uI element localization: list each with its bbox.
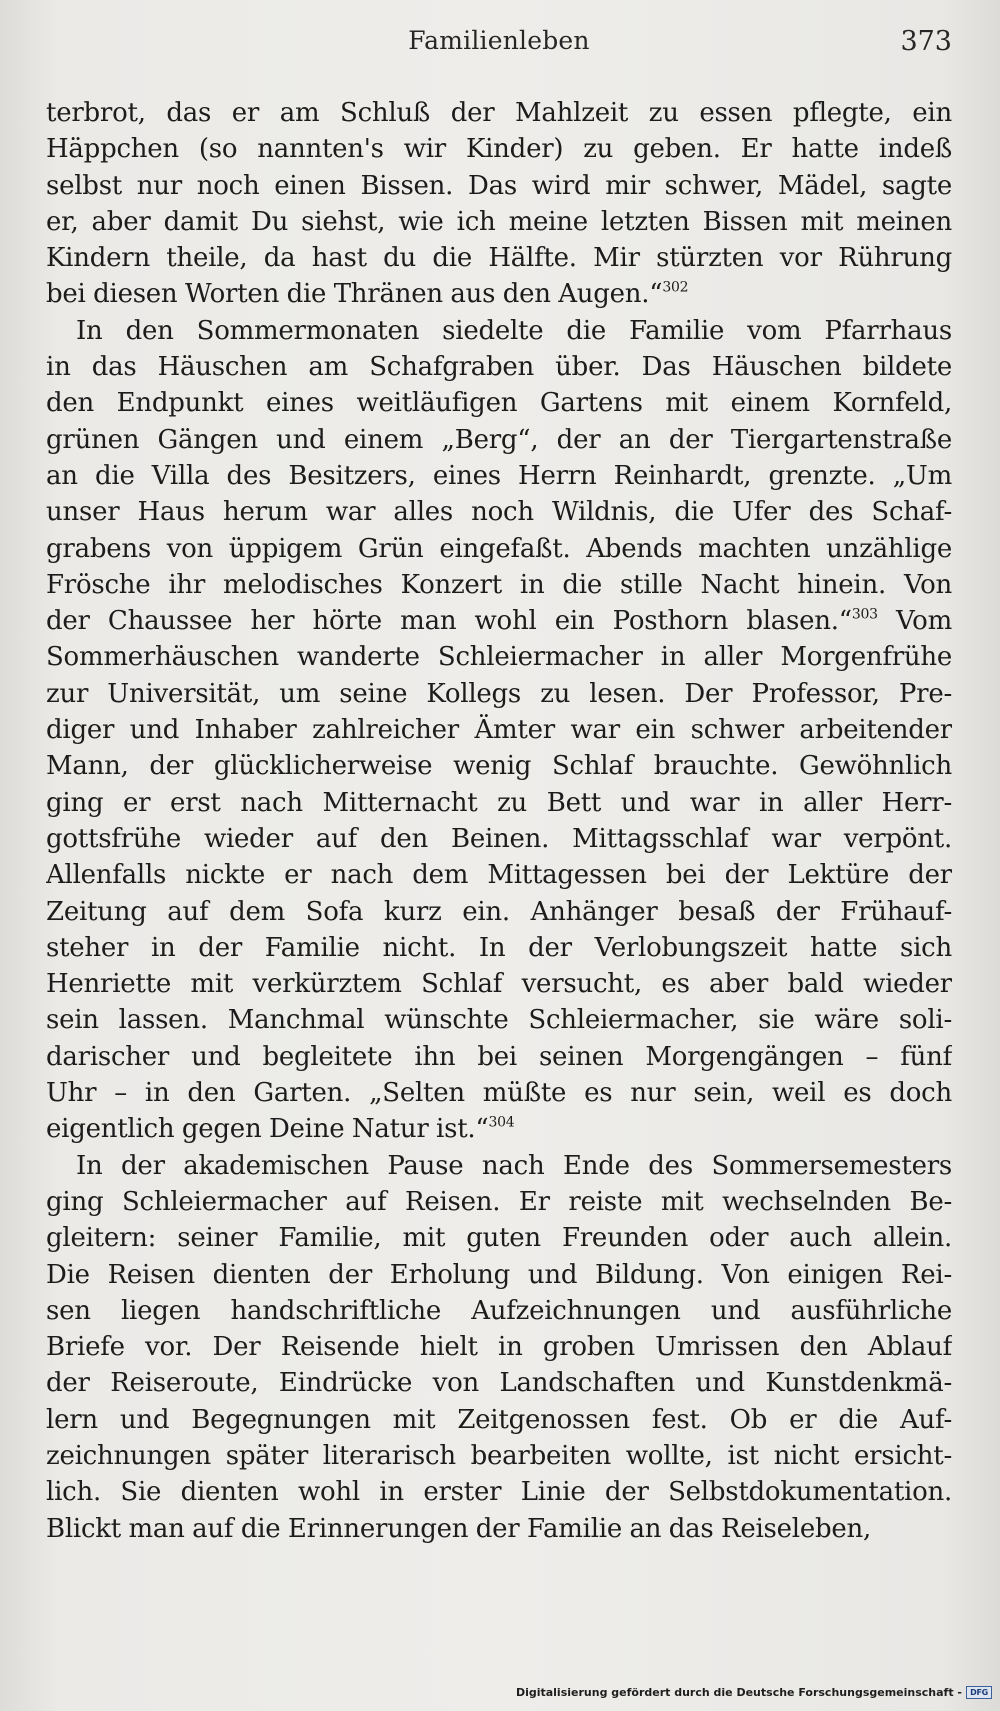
body-text [46, 95, 952, 1547]
line-text: gottsfrühe wieder auf den Beinen. Mittagsschlaf war verpönt. [46, 823, 952, 854]
text-line [46, 676, 952, 712]
line-text: ging er erst nach Mitternacht zu Bett und war in aller Herr- [46, 787, 952, 818]
text-line [46, 385, 952, 421]
digitization-credit [516, 1686, 992, 1699]
text-line [46, 349, 952, 385]
footnote-marker: 303 [851, 606, 878, 623]
line-text: terbrot, das er am Schluß der Mahlzeit zu essen pflegte, ein [46, 98, 952, 128]
paragraph [46, 95, 952, 313]
footnote-marker: 302 [662, 279, 689, 296]
text-line [46, 639, 952, 675]
text-line [46, 1002, 952, 1038]
paragraph [46, 1148, 952, 1547]
text-line [46, 204, 952, 240]
footnote-marker: 304 [488, 1114, 515, 1131]
line-text: Briefe vor. Der Reisende hielt in groben Umrissen den Ablauf [46, 1332, 952, 1363]
line-text: Uhr – in den Garten. „Selten müßte es nur sein, weil es doch [46, 1078, 952, 1109]
line-text: selbst nur noch einen Bissen. Das wird mir schwer, Mädel, sagte [46, 170, 952, 201]
line-text: ging Schleiermacher auf Reisen. Er reiste mit wechselnden Be- [46, 1186, 952, 1217]
line-text: lich. Sie dienten wohl in erster Linie der Selbstdokumentation. [46, 1477, 952, 1508]
text-line [46, 857, 952, 893]
line-text: darischer und begleitete ihn bei seinen Morgengängen – fünf [46, 1041, 952, 1072]
text-line [46, 1365, 952, 1401]
line-text: Frösche ihr melodisches Konzert in die stille Nacht hinein. Von [46, 569, 952, 600]
text-line [46, 1257, 952, 1293]
digitization-credit-text: Digitalisierung gefördert durch die Deutsche Forschungsgemeinschaft - [515, 1686, 962, 1699]
line-text: Blickt man auf die Erinnerungen der Familie an das Reiseleben, [46, 1513, 871, 1544]
line-text: sen liegen handschriftliche Aufzeichnungen und ausführliche [46, 1295, 952, 1326]
text-line [46, 748, 952, 784]
text-line [46, 966, 952, 1002]
text-line [46, 1293, 952, 1329]
line-text: In den Sommermonaten siedelte die Familie vom Pfarrhaus [76, 315, 952, 346]
text-line [46, 1511, 952, 1547]
line-text: eigentlich gegen Deine Natur ist.“ [46, 1114, 489, 1145]
text-line [46, 240, 952, 276]
line-text: der Reiseroute, Eindrücke von Landschaften und Kunstdenkmä- [46, 1368, 952, 1399]
text-line [46, 1438, 952, 1474]
text-line [46, 785, 952, 821]
page-header [46, 26, 952, 66]
line-text: Kindern theile, da hast du die Hälfte. Mir stürzten vor Rührung [46, 243, 952, 274]
text-line [46, 821, 952, 857]
text-line [46, 531, 952, 567]
line-text: In der akademischen Pause nach Ende des Sommersemesters [76, 1150, 952, 1181]
text-line [46, 1220, 952, 1256]
line-text: an die Villa des Besitzers, eines Herrn Reinhardt, grenzte. „Um [46, 460, 952, 491]
line-text: Häppchen (so nannten's wir Kinder) zu geben. Er hatte indeß [46, 134, 952, 165]
line-text: Die Reisen dienten der Erholung und Bildung. Von einigen Rei- [46, 1259, 952, 1290]
text-line [46, 894, 952, 930]
line-text: steher in der Familie nicht. In der Verlobungszeit hatte sich [46, 932, 952, 963]
text-line [46, 712, 952, 748]
line-text: Henriette mit verkürztem Schlaf versucht, es aber bald wieder [46, 969, 952, 1000]
text-line [46, 1329, 952, 1365]
text-line [46, 168, 952, 204]
text-line [46, 1148, 952, 1184]
text-line [46, 494, 952, 530]
text-line [46, 95, 952, 131]
line-text: er, aber damit Du siehst, wie ich meine letzten Bissen mit meinen [46, 206, 952, 237]
text-line [46, 422, 952, 458]
text-line [46, 1111, 952, 1147]
text-line [46, 930, 952, 966]
line-text: gleitern: seiner Familie, mit guten Freunden oder auch allein. [46, 1223, 952, 1254]
text-line [46, 603, 952, 639]
line-text: zeichnungen später literarisch bearbeiten wollte, ist nicht ersicht- [46, 1440, 952, 1471]
paragraph [46, 313, 952, 1148]
line-text: sein lassen. Manchmal wünschte Schleiermacher, sie wäre soli- [46, 1005, 952, 1036]
line-text: grabens von üppigem Grün eingefaßt. Abends machten unzählige [46, 533, 952, 564]
text-line [46, 458, 952, 494]
page-number: 373 [900, 26, 952, 57]
text-line [46, 1402, 952, 1438]
line-text: in das Häuschen am Schafgraben über. Das Häuschen bildete [46, 352, 952, 383]
line-text: zur Universität, um seine Kollegs zu lesen. Der Professor, Pre- [46, 678, 952, 709]
line-text: grünen Gängen und einem „Berg“, der an der Tiergartenstraße [46, 424, 952, 455]
text-line [46, 567, 952, 603]
dfg-logo: DFG [966, 1686, 992, 1699]
line-text: der Chaussee her hörte man wohl ein Posthorn blasen.“ [46, 606, 852, 637]
line-text: bei diesen Worten die Thränen aus den Augen.“ [46, 279, 663, 310]
text-line [46, 1039, 952, 1075]
text-line [46, 1184, 952, 1220]
line-text: Mann, der glücklicherweise wenig Schlaf brauchte. Gewöhnlich [46, 751, 952, 782]
line-text: Allenfalls nickte er nach dem Mittagessen bei der Lektüre der [46, 860, 952, 891]
text-line [46, 1474, 952, 1510]
text-line [46, 313, 952, 349]
line-text: diger und Inhaber zahlreicher Ämter war ein schwer arbeitender [46, 715, 952, 746]
running-title: Familienleben [408, 26, 590, 55]
line-text: lern und Begegnungen mit Zeitgenossen fest. Ob er die Auf- [46, 1404, 952, 1435]
line-text: Zeitung auf dem Sofa kurz ein. Anhänger besaß der Frühauf- [46, 896, 952, 927]
line-text: unser Haus herum war alles noch Wildnis, die Ufer des Schaf- [46, 497, 952, 528]
text-line [46, 1075, 952, 1111]
line-text: Sommerhäuschen wanderte Schleiermacher in aller Morgenfrühe [46, 642, 952, 673]
line-text-continued: Vom [877, 606, 952, 637]
line-text: den Endpunkt eines weitläufigen Gartens mit einem Kornfeld, [46, 388, 952, 419]
text-line [46, 131, 952, 167]
text-line [46, 276, 952, 312]
